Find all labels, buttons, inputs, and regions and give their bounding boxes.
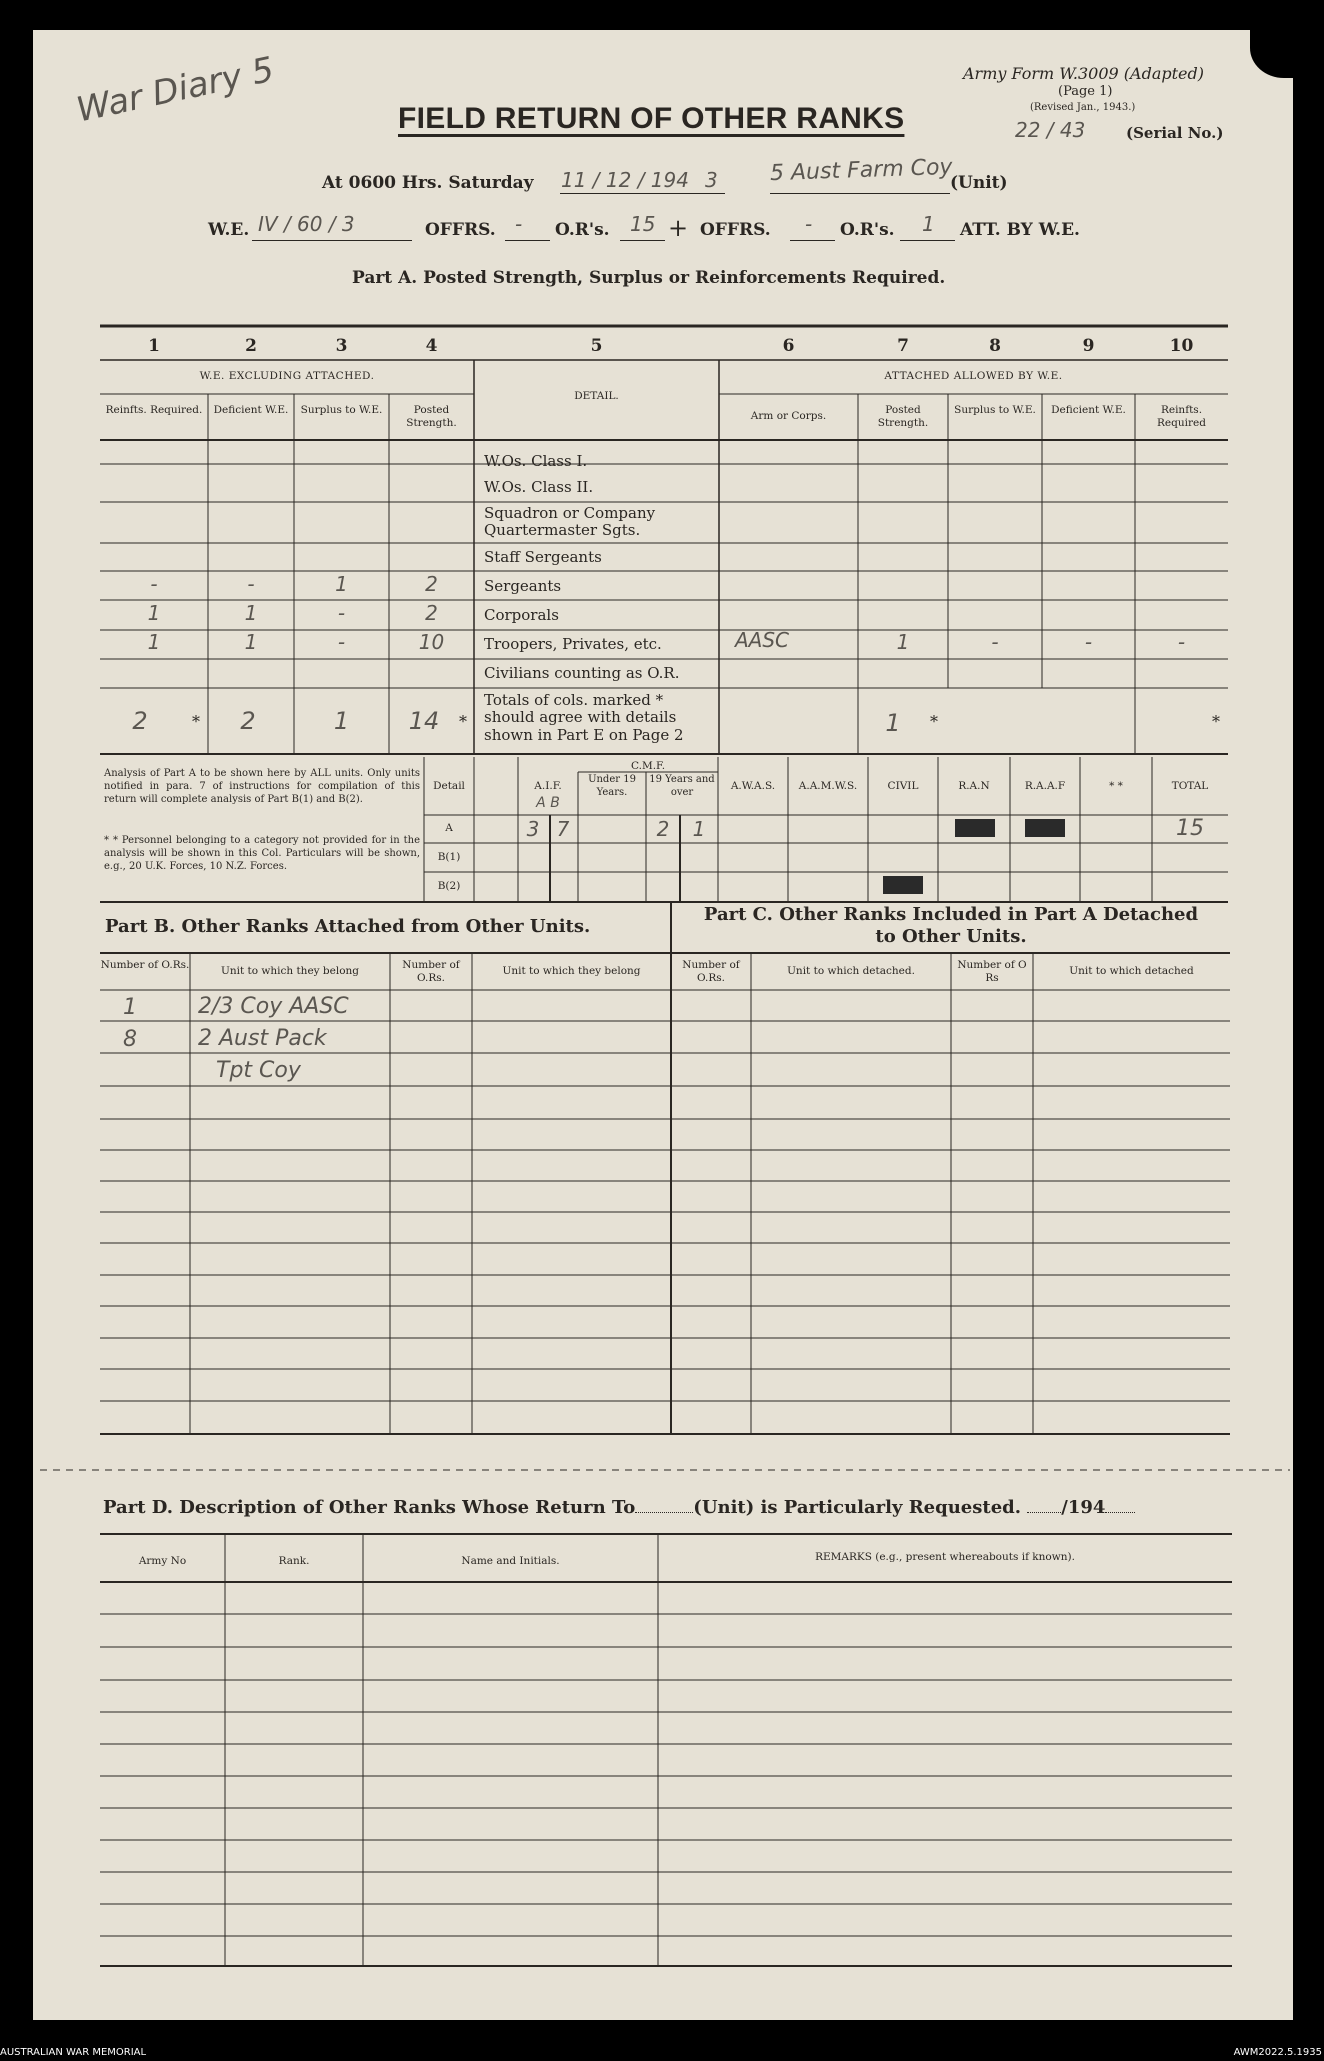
part-d-unit-blank (635, 1512, 693, 1513)
page-title: FIELD RETURN OF OTHER RANKS (398, 102, 905, 135)
part-c-number-header: Number of O.Rs. (682, 959, 740, 985)
pte-att-deficient: - (1084, 630, 1093, 654)
sgt-reinf: - (150, 572, 158, 596)
part-d-title-end: /194 (1061, 1497, 1106, 1518)
part-b-title: Part B. Other Ranks Attached from Other Units. (105, 916, 591, 937)
part-b-entry-unit: 2 Aust Pack (198, 1026, 327, 1051)
col-number: 8 (989, 336, 1001, 356)
row-detail: W.Os. Class I. (484, 452, 588, 470)
row-detail: W.Os. Class II. (484, 478, 594, 496)
offrs-value-1: - (515, 212, 523, 236)
header-att-posted: Posted Strength. (877, 404, 929, 430)
part-d-army-no-header: Army No (138, 1555, 187, 1567)
cpl-surplus: - (337, 601, 346, 625)
header-att-deficient: Deficient W.E. (1051, 404, 1126, 416)
header-reinfts: Reinfts. Required. (105, 404, 203, 416)
over19-a-value: 2 (656, 817, 670, 841)
analysis-row-a: A (445, 822, 453, 834)
cpl-posted: 2 (425, 601, 438, 625)
total-posted: 14 (408, 707, 440, 735)
part-b-entry-unit: Tpt Coy (216, 1058, 301, 1083)
analysis-detail-header: Detail (433, 780, 465, 792)
col-number: 1 (148, 336, 160, 356)
analysis-note-2: * * Personnel belonging to a category not provided for in the analysis will be shown in this Col. Particulars will be shown, e.g., 20 U.K. Forces, 10 N.Z. Forces. (104, 835, 420, 872)
redaction-ran (955, 819, 995, 837)
footer-right: AWM2022.5.1935 (1233, 2047, 1322, 2058)
analysis-row-b1: B(1) (437, 851, 461, 863)
total-deficient: 2 (240, 707, 256, 735)
serial-number-value: 22 / 43 (1015, 118, 1086, 142)
offrs-value-2: - (805, 212, 813, 236)
analysis-awas-header: A.W.A.S. (730, 780, 776, 792)
pte-deficient: 1 (244, 630, 258, 654)
header-surplus: Surplus to W.E. (300, 404, 383, 416)
row-detail: Civilians counting as O.R. (484, 664, 680, 682)
pte-surplus: - (337, 630, 346, 654)
att-by-we-label: ATT. BY W.E. (960, 220, 1080, 240)
part-d-date-blank (1027, 1512, 1061, 1513)
col-number: 3 (335, 336, 348, 356)
total-reinf: 2 (132, 707, 148, 735)
we-label: W.E. (208, 220, 250, 240)
total-att-posted: 1 (885, 709, 901, 737)
total-posted-star: * (459, 712, 467, 731)
part-d-rank-header: Rank. (278, 1555, 310, 1567)
pte-att-surplus: - (991, 630, 999, 654)
part-d-title-mid: (Unit) is Particularly Requested. (693, 1497, 1022, 1518)
date-value: 11 / 12 / 194 (561, 168, 689, 192)
part-b-unit-header-2: Unit to which they belong (502, 965, 641, 977)
total-reinf-star: * (192, 712, 200, 731)
part-d-title (103, 1497, 1135, 1518)
unit-label: (Unit) (950, 173, 1008, 193)
total-surplus: 1 (333, 707, 350, 735)
col-number: 4 (425, 336, 438, 356)
analysis-ran-header: R.A.N (958, 780, 990, 792)
header-arm-corps: Arm or Corps. (750, 410, 827, 422)
sgt-posted: 2 (425, 572, 438, 596)
at-hrs-label: At 0600 Hrs. Saturday (322, 173, 534, 193)
header-att-surplus: Surplus to W.E. (954, 404, 1036, 416)
col-number: 9 (1082, 336, 1095, 356)
part-c-title (672, 904, 1230, 947)
ors-label-1: O.R's. (555, 220, 610, 240)
detail-header: DETAIL. (574, 390, 619, 402)
part-d-name-header: Name and Initials. (461, 1555, 560, 1567)
year-digit: 3 (705, 168, 718, 192)
header-posted: Posted Strength. (406, 404, 457, 430)
plus-sign: + (668, 214, 689, 242)
ors-value-1: 15 (630, 212, 656, 236)
pte-att-reinf: - (1177, 630, 1186, 654)
header-deficient: Deficient W.E. (213, 404, 289, 416)
pte-att-posted: 1 (896, 630, 910, 654)
offrs-label-2: OFFRS. (700, 220, 771, 240)
row-detail: Staff Sergeants (484, 548, 602, 566)
unit-value: 5 Aust Farm Coy (769, 154, 953, 187)
analysis-civil-header: CIVIL (887, 780, 919, 792)
analysis-row-b2: B(2) (437, 880, 461, 892)
group-right-header: ATTACHED ALLOWED BY W.E. (884, 370, 1063, 382)
analysis-note-1: Analysis of Part A to be shown here by ALL units. Only units notified in para. 7 of instructions for compilation of this return will complete analysis of Part B(1) and B(2). (104, 768, 420, 805)
ors-label-2: O.R's. (840, 220, 895, 240)
analysis-raaf-header: R.A.A.F (1024, 780, 1066, 792)
sgt-surplus: 1 (335, 572, 348, 596)
row-detail: Corporals (484, 606, 559, 624)
header-att-reinfts: Reinfts. Required (1157, 404, 1206, 430)
footer-left: AUSTRALIAN WAR MEMORIAL (0, 2047, 147, 2058)
aif-b-value: 7 (556, 817, 570, 841)
over19-b-value: 1 (692, 817, 706, 841)
part-c-unit-header: Unit to which detached. (787, 965, 915, 977)
cpl-reinf: 1 (147, 601, 161, 625)
analysis-over19-header: 19 Years and over (649, 774, 715, 798)
part-c-number-header-2: Number of O Rs (957, 959, 1027, 985)
serial-number-label: (Serial No.) (1126, 124, 1224, 142)
col-number: 5 (590, 336, 603, 356)
pte-posted: 10 (418, 630, 445, 654)
row-detail: Squadron or Company Quartermaster Sgts. (484, 504, 656, 540)
pte-reinf: 1 (147, 630, 161, 654)
ors-value-2: 1 (922, 212, 935, 236)
redaction-civil (883, 876, 923, 894)
part-c-title-line1: Part C. Other Ranks Included in Part A Detached (703, 904, 1199, 925)
analysis-aamws-header: A.A.M.W.S. (798, 780, 858, 792)
row-detail: Troopers, Privates, etc. (484, 635, 662, 653)
sgt-deficient: - (247, 572, 255, 596)
war-diary-annotation: War Diary 5 (73, 49, 278, 131)
analysis-aif-header: A.I.F. (534, 780, 562, 792)
group-left-header: W.E. EXCLUDING ATTACHED. (199, 370, 375, 382)
part-d-remarks-header: REMARKS (e.g., present whereabouts if known). (815, 1551, 1075, 1563)
part-b-unit-header: Unit to which they belong (220, 965, 360, 977)
cpl-deficient: 1 (244, 601, 258, 625)
page-number: (Page 1) (1058, 84, 1113, 99)
analysis-starstar-header: * * (1109, 780, 1123, 792)
revision-note: (Revised Jan., 1943.) (1030, 102, 1136, 113)
col-number: 7 (897, 336, 909, 356)
total-att-posted-star: * (930, 712, 938, 731)
aif-a-value: 3 (526, 817, 540, 841)
part-c-title-line2: to Other Units. (875, 925, 1027, 947)
part-d-title-pre: Part D. Description of Other Ranks Whose Return To (103, 1497, 636, 1518)
part-b-number-header: Number of O.Rs. (100, 959, 190, 971)
totals-detail: Totals of cols. marked * should agree with details shown in Part E on Page 2 (484, 691, 684, 744)
part-b-entry-number: 1 (123, 995, 137, 1020)
row-detail: Sergeants (484, 577, 562, 595)
col-number: 10 (1169, 336, 1194, 356)
analysis-aif-sub: A B (536, 795, 560, 811)
col-number: 6 (782, 336, 795, 356)
army-form-number: Army Form W.3009 (Adapted) (963, 64, 1205, 83)
analysis-total-value: 15 (1176, 816, 1204, 841)
part-c-unit-header-2: Unit to which detached (1069, 965, 1194, 977)
total-att-reinf-star: * (1212, 712, 1220, 731)
part-b-number-header-2: Number of O.Rs. (402, 959, 460, 985)
part-a-title: Part A. Posted Strength, Surplus or Reinforcements Required. (352, 268, 946, 288)
analysis-total-header: TOTAL (1171, 780, 1209, 792)
analysis-cmf-header: C.M.F. (630, 760, 666, 772)
offrs-label-1: OFFRS. (425, 220, 496, 240)
we-value: IV / 60 / 3 (258, 212, 355, 236)
pte-arm: AASC (735, 628, 790, 652)
part-b-entry-unit: 2/3 Coy AASC (198, 994, 349, 1019)
redaction-raaf (1025, 819, 1065, 837)
col-number: 2 (245, 336, 257, 356)
part-b-entry-number: 8 (123, 1027, 137, 1052)
analysis-under19-header: Under 19 Years. (588, 774, 636, 798)
